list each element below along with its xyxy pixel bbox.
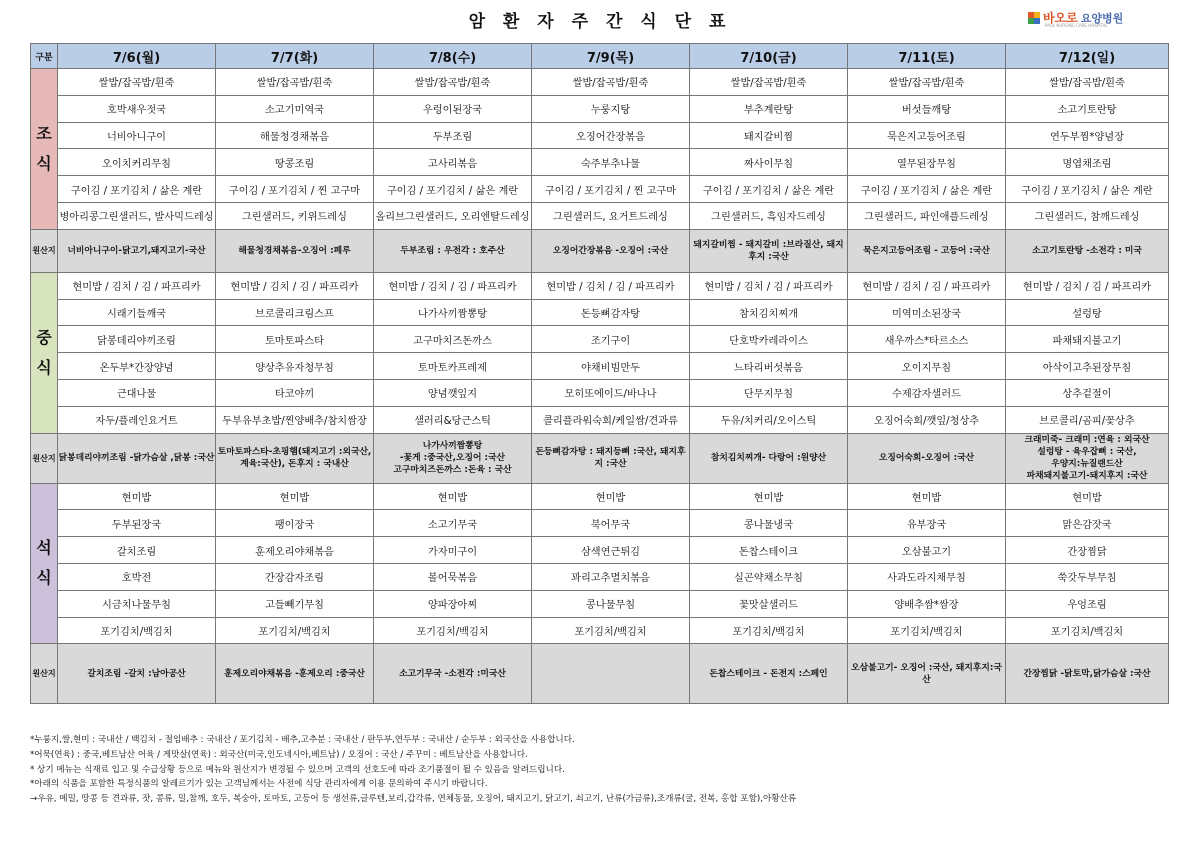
lunch-origin-line: 나가사끼짬뽕탕 [422,441,483,452]
dinner-menu-item: 현미밥 [374,483,532,510]
lunch-menu-item: 파채돼지불고기 [1006,326,1169,353]
lunch-origin-line: 참치김치찌개- 다랑어 :원양산 [710,453,827,464]
lunch-origin-line: 크래미죽- 크래미 :연육 : 외국산 [1024,435,1150,446]
dinner-menu-item: 포기김치/백김치 [58,617,216,644]
breakfast-origin-cell: 돼지갈비찜 - 돼지갈비 :브라질산, 돼지후지 :국산 [690,229,848,272]
breakfast-menu-item: 열무된장무침 [848,149,1006,176]
lunch-menu-item: 타코야끼 [216,379,374,406]
dinner-menu-item: 삼색연근튀김 [532,537,690,564]
day-header: 7/6(월) [58,44,216,69]
logo-subtitle: PAUL NURSING CARE HOSPITAL [1045,23,1108,28]
lunch-menu-item: 단무지무침 [690,379,848,406]
lunch-origin-row [31,433,1169,483]
lunch-menu-row [31,353,1169,380]
breakfast-menu-row [31,95,1169,122]
note-menu-change: * 상기 메뉴는 식재료 입고 및 수급상황 등으로 메뉴와 원산지가 변경될 수 있으며 고객의 선호도에 따라 조기품절이 될 수 있음을 알려드립니다. [30,764,565,775]
lunch-menu-row [31,272,1169,299]
lunch-menu-item: 자두/플레인요거트 [58,406,216,433]
breakfast-menu-item: 두부조림 [374,122,532,149]
dinner-menu-item: 우엉조림 [1006,590,1169,617]
logo-name: 요양병원 [1080,11,1124,25]
breakfast-menu-item: 오이치커리무침 [58,149,216,176]
dinner-menu-item: 양파장아찌 [374,590,532,617]
dinner-menu-item: 맑은감잣국 [1006,510,1169,537]
lunch-origin-cell [848,433,1006,483]
footnotes [30,733,1170,807]
breakfast-menu-item: 구이김 / 포기김치 / 삶은 계란 [374,176,532,203]
lunch-menu-item: 콜리플라워숙회/케일쌈/견과류 [532,406,690,433]
breakfast-menu-item: 쌀밥/잡곡밥/흰죽 [848,69,1006,96]
dinner-menu-item: 고들빼기무침 [216,590,374,617]
breakfast-menu-item: 해물청경채볶음 [216,122,374,149]
dinner-menu-item: 현미밥 [216,483,374,510]
dinner-origin-row [31,644,1169,704]
dinner-origin-cell: 훈제오리야채볶음 -훈제오리 :중국산 [216,644,374,704]
lunch-menu-item: 느타리버섯볶음 [690,353,848,380]
breakfast-menu-item: 쌀밥/잡곡밥/흰죽 [1006,69,1169,96]
dinner-menu-item: 포기김치/백김치 [848,617,1006,644]
breakfast-menu-item: 쌀밥/잡곡밥/흰죽 [532,69,690,96]
lunch-origin-line: 돈등뼈감자탕 : 돼지등뼈 :국산, 돼지후지 :국산 [535,447,686,470]
dinner-menu-item: 돈찹스테이크 [690,537,848,564]
breakfast-menu-item: 너비아니구이 [58,122,216,149]
page-title: 암 환 자 주 간 식 단 표 [468,12,732,32]
dinner-menu-item: 콩나물냉국 [690,510,848,537]
breakfast-menu-row [31,122,1169,149]
lunch-menu-item: 현미밥 / 김치 / 김 / 파프리카 [690,272,848,299]
lunch-menu-row [31,379,1169,406]
lunch-origin-line: 토마토파스타-초핑햄(돼지고기 :외국산,계육:국산), 돈후지 : 국내산 [217,447,372,470]
lunch-menu-item: 새우까스*타르소스 [848,326,1006,353]
dinner-menu-item: 현미밥 [1006,483,1169,510]
dinner-menu-item: 팽이장국 [216,510,374,537]
breakfast-origin-cell: 오징어간장볶음 -오징어 :국산 [532,229,690,272]
dinner-origin-cell: 간장찜닭 -닭토막,닭가슴살 :국산 [1006,644,1169,704]
lunch-origin-line: -꽃게 :중국산,오징어 :국산 [399,453,506,464]
lunch-origin-cell [532,433,690,483]
breakfast-menu-item: 올리브그린샐러드, 오리엔탈드레싱 [374,202,532,229]
breakfast-menu-item: 소고기미역국 [216,95,374,122]
dinner-origin-cell: 소고기무국 -소전각 :미국산 [374,644,532,704]
breakfast-menu-item: 묵은지고등어조림 [848,122,1006,149]
breakfast-menu-row [31,69,1169,96]
breakfast-menu-item: 짜사이무침 [690,149,848,176]
lunch-menu-item: 온두부*간장양념 [58,353,216,380]
day-header-row [31,44,1169,69]
logo-brand: 바오로 [1043,11,1078,25]
lunch-menu-item: 나가사끼짬뽕탕 [374,299,532,326]
breakfast-label [31,69,58,230]
breakfast-menu-item: 오징어간장볶음 [532,122,690,149]
breakfast-menu-item: 명엽채조림 [1006,149,1169,176]
lunch-menu-item: 근대나물 [58,379,216,406]
day-header: 7/11(토) [848,44,1006,69]
note-allergy: *아래의 식품을 포함한 특정식품의 알레르기가 있는 고객님께서는 사전에 식당 관리자에게 이용 문의하여 주시기 바랍니다. [30,779,488,790]
lunch-menu-item: 참치김치찌개 [690,299,848,326]
lunch-origin-cell [690,433,848,483]
dinner-menu-item: 현미밥 [58,483,216,510]
breakfast-menu-item: 구이김 / 포기김치 / 찐 고구마 [216,176,374,203]
logo-square-4 [1034,18,1040,24]
breakfast-menu-item: 고사리볶음 [374,149,532,176]
breakfast-origin-row [31,229,1169,272]
dinner-menu-item: 갈치조림 [58,537,216,564]
lunch-menu-item: 수제감자샐러드 [848,379,1006,406]
lunch-menu-item: 브로콜리/곰피/꽃상추 [1006,406,1169,433]
day-header: 7/12(일) [1006,44,1169,69]
lunch-menu-item: 토마토카프레제 [374,353,532,380]
lunch-menu-item: 샐러리&당근스틱 [374,406,532,433]
lunch-menu-item: 미역미소된장국 [848,299,1006,326]
lunch-menu-item: 조기구이 [532,326,690,353]
lunch-menu-item: 닭봉데리야끼조림 [58,326,216,353]
breakfast-menu-item: 부추계란탕 [690,95,848,122]
breakfast-menu-item: 소고기토란탕 [1006,95,1169,122]
lunch-origin-line: 오징어숙회-오징어 :국산 [878,453,975,464]
breakfast-origin-cell: 묵은지고등어조림 - 고등어 :국산 [848,229,1006,272]
lunch-origin-cell [58,433,216,483]
dinner-menu-item: 포기김치/백김치 [1006,617,1169,644]
day-header: 7/8(수) [374,44,532,69]
breakfast-label-char: 식 [36,153,52,173]
dinner-menu-item: 포기김치/백김치 [690,617,848,644]
breakfast-menu-item: 돼지갈비찜 [690,122,848,149]
dinner-origin-cell: 돈찹스테이크 - 돈전지 :스페인 [690,644,848,704]
breakfast-menu-item: 그린샐러드, 흑임자드레싱 [690,202,848,229]
lunch-origin-line: 설렁탕 - 육우잡뼈 : 국산, [1037,447,1137,458]
note-origin-staples: *누룽지,쌀,현미 : 국내산 / 백김치 - 절임배추 : 국내산 / 포기김치 - 배추,고추분 : 국내산 / 판두부,연두부 : 국내산 / 순두부 : 외국산을 사용합니다. [30,735,575,745]
dinner-menu-item: 사과도라지채무침 [848,563,1006,590]
breakfast-menu-item: 누룽지탕 [532,95,690,122]
day-header: 7/9(목) [532,44,690,69]
breakfast-menu-item: 그린샐러드, 파인애플드레싱 [848,202,1006,229]
breakfast-menu-item: 그린샐러드, 키위드레싱 [216,202,374,229]
dinner-menu-item: 꽃맛살샐러드 [690,590,848,617]
breakfast-menu-item: 숙주부추나물 [532,149,690,176]
breakfast-label-char: 조 [36,123,52,143]
lunch-origin-cell [216,433,374,483]
lunch-menu-item: 현미밥 / 김치 / 김 / 파프리카 [58,272,216,299]
breakfast-menu-row [31,176,1169,203]
lunch-menu-row [31,406,1169,433]
breakfast-menu-item: 쌀밥/잡곡밥/흰죽 [216,69,374,96]
gubun-header: 구분 [31,44,58,69]
breakfast-menu-item: 그린샐러드, 요거트드레싱 [532,202,690,229]
dinner-menu-item: 꽈리고추멸치볶음 [532,563,690,590]
logo-icon [1028,12,1040,24]
dinner-menu-item: 포기김치/백김치 [374,617,532,644]
lunch-origin-line: 파채돼지불고기-돼지후지 :국산 [1026,471,1148,482]
breakfast-menu-item: 버섯들깨탕 [848,95,1006,122]
lunch-origin-label: 원산지 [31,433,58,483]
dinner-menu-item: 포기김치/백김치 [532,617,690,644]
lunch-origin-line: 닭봉데리야끼조림 -닭가슴살 ,닭봉 :국산 [58,453,215,464]
lunch-menu-item: 오징어숙회/깻잎/청상추 [848,406,1006,433]
breakfast-menu-item: 그린샐러드, 참깨드레싱 [1006,202,1169,229]
lunch-menu-item: 돈등뼈감자탕 [532,299,690,326]
weekly-menu-table [30,43,1169,704]
dinner-menu-row [31,617,1169,644]
dinner-menu-row [31,537,1169,564]
dinner-menu-item: 소고기무국 [374,510,532,537]
lunch-menu-item: 토마토파스타 [216,326,374,353]
breakfast-menu-item: 쌀밥/잡곡밥/흰죽 [374,69,532,96]
dinner-menu-item: 간장찜닭 [1006,537,1169,564]
dinner-menu-item: 현미밥 [532,483,690,510]
dinner-menu-row [31,510,1169,537]
dinner-menu-item: 북어무국 [532,510,690,537]
lunch-menu-item: 현미밥 / 김치 / 김 / 파프리카 [532,272,690,299]
lunch-menu-item: 아삭이고추된장무침 [1006,353,1169,380]
breakfast-menu-item: 쌀밥/잡곡밥/흰죽 [58,69,216,96]
breakfast-menu-row [31,149,1169,176]
breakfast-origin-cell: 두부조림 : 우전각 : 호주산 [374,229,532,272]
dinner-menu-item: 가자미구이 [374,537,532,564]
dinner-menu-item: 볼어묵볶음 [374,563,532,590]
lunch-origin-line: 우양지:뉴질랜드산 [1051,459,1123,470]
day-header: 7/10(금) [690,44,848,69]
breakfast-menu-item: 우렁이된장국 [374,95,532,122]
breakfast-origin-cell: 너비아니구이-닭고기,돼지고기-국산 [58,229,216,272]
breakfast-menu-item: 구이김 / 포기김치 / 삶은 계란 [848,176,1006,203]
day-header: 7/7(화) [216,44,374,69]
lunch-origin-line: 고구마치즈돈까스 :돈육 : 국산 [393,465,512,476]
lunch-menu-row [31,326,1169,353]
breakfast-menu-item: 구이김 / 포기김치 / 삶은 계란 [690,176,848,203]
dinner-menu-item: 훈제오리야채볶음 [216,537,374,564]
dinner-menu-item: 오삼불고기 [848,537,1006,564]
lunch-menu-item: 현미밥 / 김치 / 김 / 파프리카 [374,272,532,299]
lunch-menu-row [31,299,1169,326]
dinner-menu-item: 쑥갓두부무침 [1006,563,1169,590]
dinner-origin-cell: 오삼불고기- 오징어 :국산, 돼지후지:국산 [848,644,1006,704]
dinner-menu-item: 호박전 [58,563,216,590]
lunch-menu-item: 브로콜리크림스프 [216,299,374,326]
breakfast-menu-item: 구이김 / 포기김치 / 삶은 계란 [1006,176,1169,203]
dinner-origin-cell: 갈치조림 -갈치 :남아공산 [58,644,216,704]
note-allergen-list: →우유, 메밀, 땅콩 등 견과류, 잣, 콩류, 밀,참깨, 호두, 복숭아, 토마토, 고등어 등 생선류,글루텐,보리,갑각류, 연체동물, 오징어, 돼지고기, 닭고기, 쇠고기, 난류(가금류),조개류(굴, 전복, 홍합 포함),아황산류 [30,794,797,805]
lunch-menu-item: 오이지무침 [848,353,1006,380]
dinner-menu-item: 실곤약채소무침 [690,563,848,590]
breakfast-menu-item: 구이김 / 포기김치 / 찐 고구마 [532,176,690,203]
breakfast-origin-cell: 해물청경채볶음-오징어 :페루 [216,229,374,272]
lunch-menu-item: 모히또에이드/바나나 [532,379,690,406]
lunch-menu-item: 두부유부초밥/찐양배추/참치쌈장 [216,406,374,433]
dinner-label-char: 식 [36,568,52,588]
lunch-menu-item: 야채비빔만두 [532,353,690,380]
lunch-label [31,272,58,433]
dinner-label-char: 석 [36,538,52,558]
breakfast-menu-item: 땅콩조림 [216,149,374,176]
dinner-menu-row [31,563,1169,590]
dinner-menu-row [31,590,1169,617]
dinner-origin-cell [532,644,690,704]
lunch-menu-item: 현미밥 / 김치 / 김 / 파프리카 [1006,272,1169,299]
dinner-origin-label: 원산지 [31,644,58,704]
dinner-menu-item: 시금치나물무침 [58,590,216,617]
dinner-menu-item: 유부장국 [848,510,1006,537]
dinner-menu-item: 간장감자조림 [216,563,374,590]
dinner-menu-item: 양배추쌈*쌈장 [848,590,1006,617]
lunch-menu-item: 시래기들깨국 [58,299,216,326]
lunch-origin-cell [374,433,532,483]
dinner-menu-row [31,483,1169,510]
lunch-menu-item: 상추겉절이 [1006,379,1169,406]
note-origin-seafood: *어묵(연육) : 중국,베트남산 어육 / 게맛살(연육) : 외국산(미국,인도네시아,베트남) / 오징어 : 국산 / 주꾸미 : 베트남산을 사용합니다. [30,749,528,760]
lunch-label-char: 식 [36,357,52,377]
breakfast-origin-cell: 소고기토란탕 -소전각 : 미국 [1006,229,1169,272]
dinner-menu-item: 포기김치/백김치 [216,617,374,644]
lunch-origin-cell [1006,433,1169,483]
breakfast-menu-item: 호박새우젓국 [58,95,216,122]
dinner-menu-item: 두부된장국 [58,510,216,537]
lunch-menu-item: 현미밥 / 김치 / 김 / 파프리카 [848,272,1006,299]
lunch-menu-item: 양념깻잎지 [374,379,532,406]
lunch-menu-item: 단호박카레라이스 [690,326,848,353]
breakfast-origin-label: 원산지 [31,229,58,272]
breakfast-menu-item: 구이김 / 포기김치 / 삶은 계란 [58,176,216,203]
lunch-menu-item: 두유/치커리/오이스틱 [690,406,848,433]
lunch-menu-item: 양상추유자청무침 [216,353,374,380]
lunch-menu-item: 현미밥 / 김치 / 김 / 파프리카 [216,272,374,299]
breakfast-menu-item: 연두부찜*양념장 [1006,122,1169,149]
dinner-menu-item: 콩나물무침 [532,590,690,617]
lunch-menu-item: 고구마치즈돈까스 [374,326,532,353]
breakfast-menu-row [31,202,1169,229]
breakfast-menu-item: 병아리콩그린샐러드, 발사믹드레싱 [58,202,216,229]
dinner-menu-item: 현미밥 [690,483,848,510]
dinner-label [31,483,58,644]
lunch-label-char: 중 [36,327,52,347]
breakfast-menu-item: 쌀밥/잡곡밥/흰죽 [690,69,848,96]
lunch-menu-item: 설렁탕 [1006,299,1169,326]
dinner-menu-item: 현미밥 [848,483,1006,510]
